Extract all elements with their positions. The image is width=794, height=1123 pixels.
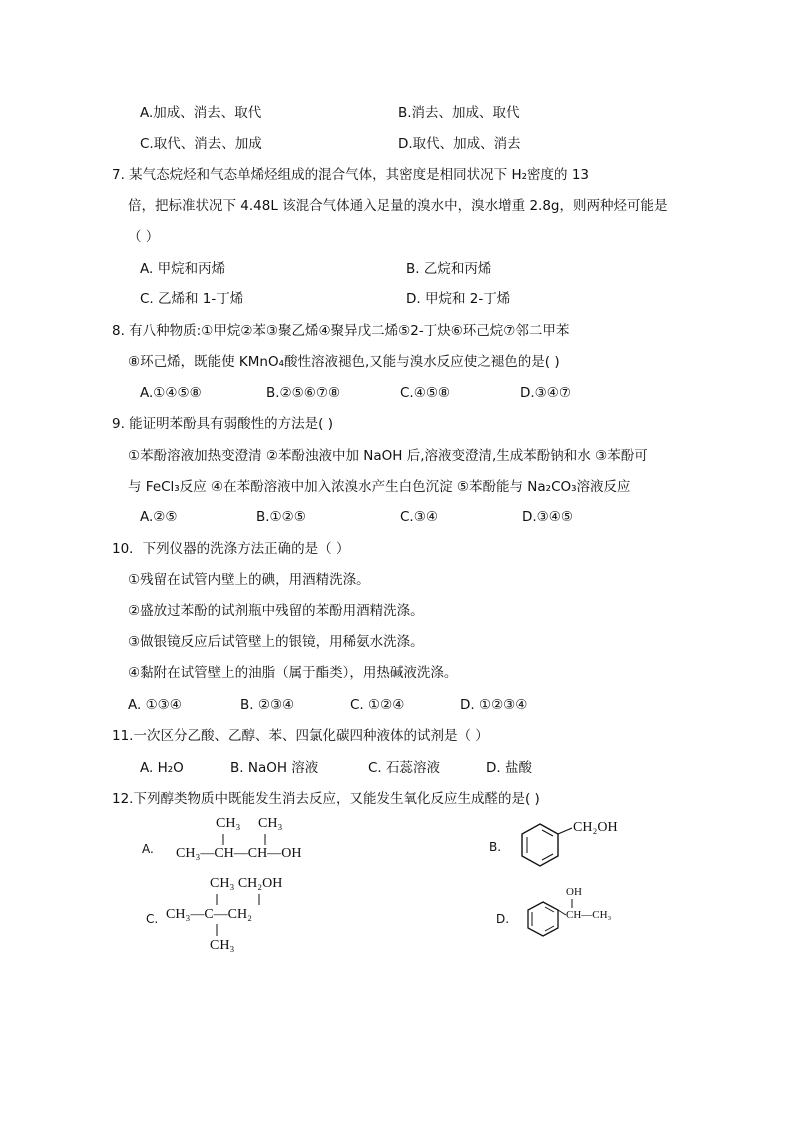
q12-stem: 12.下列醇类物质中既能发生消去反应，又能发生氧化反应生成醛的是( ) xyxy=(112,791,540,807)
q7-option-c: C. 乙烯和 1-丁烯 xyxy=(140,291,244,307)
q11-option-a: A. H₂O xyxy=(140,760,184,776)
q9-option-a: A.②⑤ xyxy=(140,509,178,525)
q12-structure-a xyxy=(176,816,336,866)
q7-option-a: A. 甲烷和丙烯 xyxy=(140,261,226,277)
q10-item-2: ②盛放过苯酚的试剂瓶中残留的苯酚用酒精洗涤。 xyxy=(128,603,424,619)
q8-option-b: B.②⑤⑥⑦⑧ xyxy=(266,385,341,401)
q9-option-d: D.③④⑤ xyxy=(522,509,573,525)
q7-stem-line1: 7. 某气态烷烃和气态单烯烃组成的混合气体，其密度是相同状况下 H₂密度的 13 xyxy=(112,167,589,183)
q9-stem-line2: ①苯酚溶液加热变澄清 ②苯酚浊液中加 NaOH 后,溶液变澄清,生成苯酚钠和水 ③苯酚可 xyxy=(128,448,648,464)
q12-structure-c xyxy=(166,874,346,960)
q6-option-b: B.消去、加成、取代 xyxy=(398,105,520,121)
q8-stem-line2: ⑧环己烯，既能使 KMnO₄酸性溶液褪色,又能与溴水反应使之褪色的是( ) xyxy=(128,354,560,370)
q7-stem-line3: （ ） xyxy=(128,229,160,245)
struct-c-top-groups: CH₃ CH₂OH xyxy=(210,876,283,891)
q10-stem: 10．下列仪器的洗涤方法正确的是（ ） xyxy=(112,541,350,557)
q9-stem-line3: 与 FeCl₃反应 ④在苯酚溶液中加入浓溴水产生白色沉淀 ⑤苯酚能与 Na₂CO₃溶液反应 xyxy=(128,479,631,495)
q10-item-3: ③做银镜反应后试管壁上的银镜，用稀氨水洗涤。 xyxy=(128,634,424,650)
q11-option-d: D. 盐酸 xyxy=(486,760,532,776)
q11-option-c: C. 石蕊溶液 xyxy=(368,760,441,776)
q12-structure-b xyxy=(520,818,640,878)
struct-d-hydroxyl: OH xyxy=(566,886,582,898)
q10-item-1: ①残留在试管内壁上的碘，用酒精洗涤。 xyxy=(128,572,370,588)
q11-stem: 11.一次区分乙酸、乙醇、苯、四氯化碳四种液体的试剂是（ ） xyxy=(112,728,489,744)
q8-stem-line1: 8. 有八种物质:①甲烷②苯③聚乙烯④聚异戊二烯⑤2-丁炔⑥环己烷⑦邻二甲苯 xyxy=(112,323,570,339)
q10-option-c: C. ①②④ xyxy=(350,697,405,713)
q12-label-c: C. xyxy=(146,912,159,926)
q10-option-d: D. ①②③④ xyxy=(460,697,528,713)
q7-option-d: D. 甲烷和 2-丁烯 xyxy=(406,291,511,307)
q6-option-a: A.加成、消去、取代 xyxy=(140,105,262,121)
struct-b-group: CH₂OH xyxy=(573,820,618,835)
q12-label-d: D. xyxy=(496,912,510,926)
q12-label-b: B. xyxy=(489,840,502,854)
q7-stem-line2: 倍，把标准状况下 4.48L 该混合气体通入足量的溴水中，溴水增重 2.8g，则两种烃可能是 xyxy=(128,198,668,214)
q10-item-4: ④黏附在试管壁上的油脂（属于酯类），用热碱液洗涤。 xyxy=(128,665,458,681)
q6-option-d: D.取代、加成、消去 xyxy=(398,136,521,152)
q8-option-a: A.①④⑤⑧ xyxy=(140,385,202,401)
struct-d-chain: CH—CH₃ xyxy=(566,909,612,921)
q12-structure-d xyxy=(526,884,636,946)
struct-a-methyl-2: CH₃ xyxy=(258,816,283,831)
struct-c-bottom-methyl: CH₃ xyxy=(210,938,235,953)
q12-label-a: A. xyxy=(142,842,154,856)
q8-option-d: D.③④⑦ xyxy=(520,385,571,401)
q6-option-c: C.取代、消去、加成 xyxy=(140,136,262,152)
q7-option-b: B. 乙烷和丙烯 xyxy=(406,261,492,277)
q11-option-b: B. NaOH 溶液 xyxy=(230,760,319,776)
q9-option-b: B.①②⑤ xyxy=(256,509,306,525)
q9-stem-line1: 9. 能证明苯酚具有弱酸性的方法是( ) xyxy=(112,416,333,432)
q10-option-b: B. ②③④ xyxy=(240,697,295,713)
struct-a-methyl-1: CH₃ xyxy=(216,816,241,831)
struct-c-main-chain: CH₃—C—CH₂ xyxy=(166,907,252,922)
q9-option-c: C.③④ xyxy=(400,509,438,525)
struct-a-main-chain: CH₃—CH—CH—OH xyxy=(176,846,302,861)
q8-option-c: C.④⑤⑧ xyxy=(400,385,451,401)
q10-option-a: A. ①③④ xyxy=(128,697,182,713)
